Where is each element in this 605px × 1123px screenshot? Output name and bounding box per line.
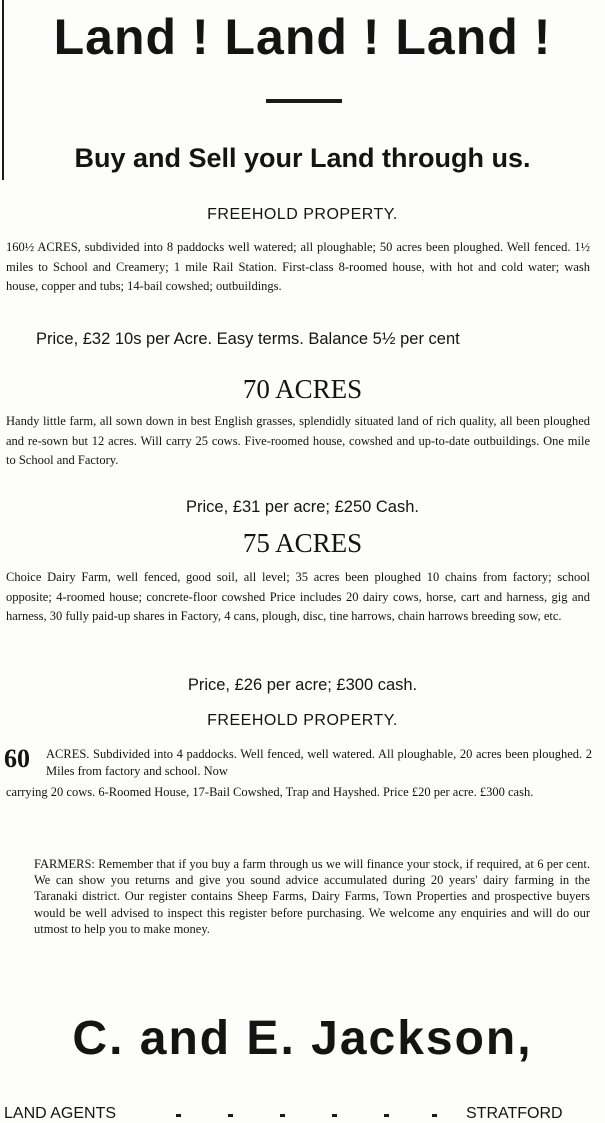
farmers-notice	[6, 856, 590, 937]
dot-leader	[280, 1114, 285, 1117]
headline: Land ! Land ! Land !	[53, 9, 552, 65]
footer-dot-leaders	[176, 1114, 438, 1118]
listing3-description: Choice Dairy Farm, well fenced, good soil, all level; 35 acres been ploughed 10 chains from factory; school opposite; 4-roomed house; concrete-floor cowshed Price includes 20 dairy cows, horse, cart and harness, gig and harness, 30 fully paid-up shares in Factory, 4 cans, plough, disc, tine harrows, chain harrows breeding sow, etc.	[6, 570, 590, 623]
listing1-heading: FREEHOLD PROPERTY.	[207, 206, 398, 223]
listing2-heading: 70 ACRES	[242, 374, 363, 404]
listing4-description-rest: carrying 20 cows. 6-Roomed House, 17-Bail Cowshed, Trap and Hayshed. Price £20 per acre. £300 cash.	[6, 785, 534, 799]
listing4-heading: FREEHOLD PROPERTY.	[207, 712, 398, 729]
listing3-heading: 75 ACRES	[242, 528, 363, 558]
separator-rule	[266, 99, 342, 103]
dot-leader	[432, 1114, 437, 1117]
listing2-price: Price, £31 per acre; £250 Cash.	[186, 498, 419, 516]
footer-land-agents: LAND AGENTS	[4, 1105, 117, 1122]
footer-stratford: STRATFORD	[466, 1105, 563, 1122]
dot-leader	[332, 1114, 337, 1117]
subheadline: Buy and Sell your Land through us.	[74, 143, 531, 173]
listing4-number: 60	[4, 744, 30, 773]
firm-name: C. and E. Jackson,	[72, 1012, 533, 1065]
dot-leader	[228, 1114, 233, 1117]
dot-leader	[176, 1114, 181, 1117]
listing3-price: Price, £26 per acre; £300 cash.	[187, 676, 418, 694]
dot-leader	[384, 1114, 389, 1117]
listing1-price: Price, £32 10s per Acre. Easy terms. Balance 5½ per cent	[36, 330, 460, 348]
listing1-description: 160½ ACRES, subdivided into 8 paddocks well watered; all ploughable; 50 acres been ploughed. Well fenced. 1½ miles to School and Creamery; 1 mile Rail Station. First-class 8-roomed house, with hot and cold water; wash house, copper and tubs; 14-bail cowshed; outbuildings.	[6, 240, 590, 293]
listing2-description: Handy little farm, all sown down in best English grasses, splendidly situated land of rich quality, all been ploughed and re-sown but 12 acres. Will carry 25 cows. Five-roomed house, cowshed and up-to-date outbuildings. One mile to School and Factory.	[6, 414, 590, 467]
listing4-description-first: ACRES. Subdivided into 4 paddocks. Well fenced, well watered. All ploughable, 20 acres been ploughed. 2 Miles from factory and school. Now	[46, 747, 592, 778]
farmers-notice-text: FARMERS: Remember that if you buy a farm through us we will finance your stock, if required, at 6 per cent. We can show you returns and give you sound advice accumulated during 20 years' dairy farming in the Taranaki district. Our register contains Sheep Farms, Dairy Farms, Town Properties and prospective buyers would be well advised to inspect this register before purchasing. We welcome any enquiries and will do our utmost to help you to make money.	[34, 857, 590, 936]
